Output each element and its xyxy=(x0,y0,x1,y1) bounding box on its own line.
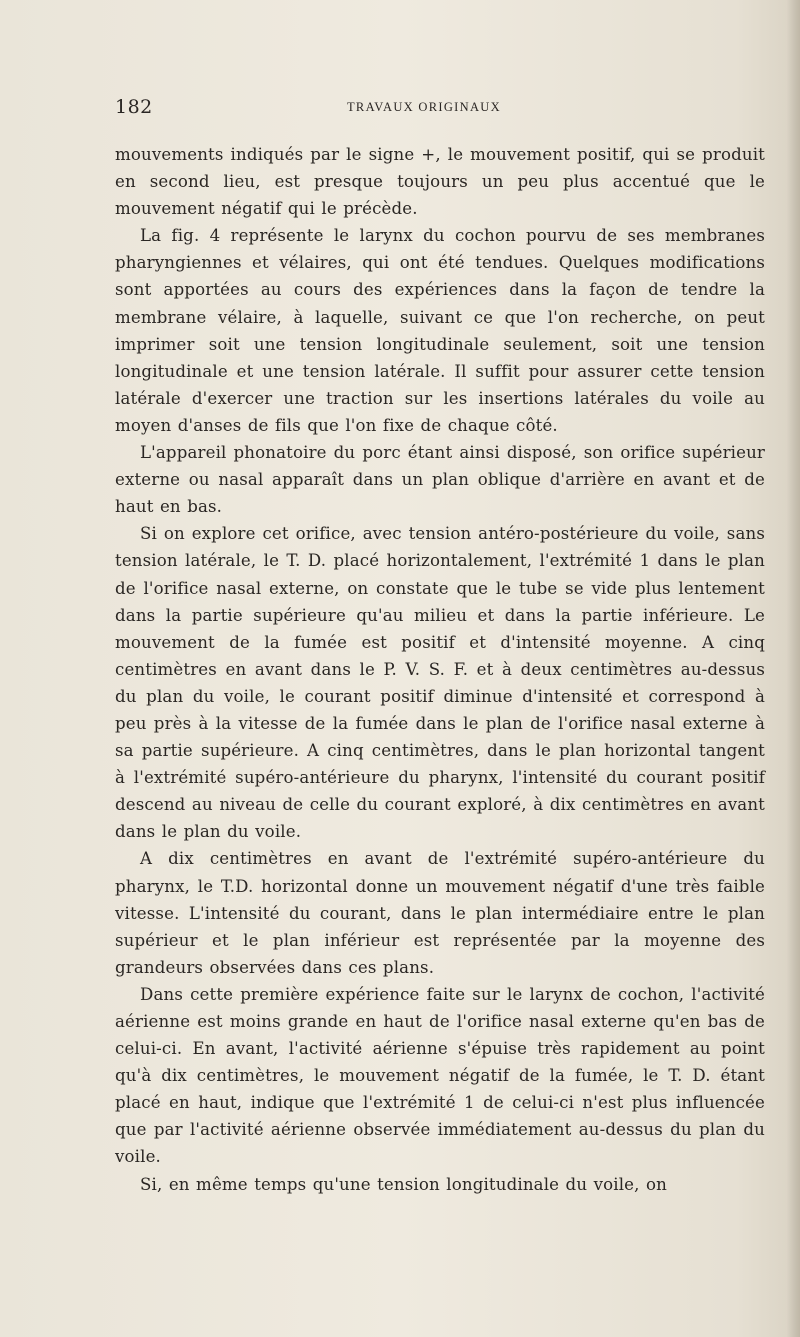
paragraph-truncated: Si, en même temps qu'une tension longitudinale du voile, on xyxy=(140,1174,667,1194)
paragraph: L'appareil phonatoire du porc étant ainsi disposé, son orifice supérieur externe ou nasal apparaît dans un plan oblique d'arrière en avant et de haut en bas. xyxy=(115,443,765,517)
body-text xyxy=(115,141,765,1198)
paragraph: Dans cette première expérience faite sur le larynx de cochon, l'activité aérienne est moins grande en haut de l'orifice nasal externe qu'en bas de celui-ci. En avant, l'activité aérienne s'épuise très rapidement au point qu'à dix centimètres, le mouvement négatif de la fumée, le T. D. étant placé en haut, indique que l'extrémité 1 de celui-ci n'est plus influencée que par l'activité aérienne observée immédiatement au-dessus du plan du voile. xyxy=(115,984,765,1167)
page-number: 182 xyxy=(115,96,153,118)
page-header xyxy=(115,96,765,124)
page-edge-shadow xyxy=(786,0,800,1337)
paragraph: Si on explore cet orifice, avec tension antéro-postérieure du voile, sans tension latérale, le T. D. placé horizontalement, l'extrémité 1 dans le plan de l'orifice nasal externe, on constate que le tube se vide plus lentement dans la partie supérieure qu'au milieu et dans la partie inférieure. Le mouvement de la fumée est positif et d'intensité moyenne. A cinq centimètres en avant dans le P. V. S. F. et à deux centimètres au-dessus du plan du voile, le courant positif diminue d'intensité et correspond à peu près à la vitesse de la fumée dans le plan de l'orifice nasal externe à sa partie supérieure. A cinq centimètres, dans le plan horizontal tangent à l'extrémité supéro-antérieure du pharynx, l'intensité du courant positif descend au niveau de celle du courant exploré, à dix centimètres en avant dans le plan du voile. xyxy=(115,524,765,842)
running-head: TRAVAUX ORIGINAUX xyxy=(347,100,501,114)
paragraph-continuation: mouvements indiqués par le signe +, le mouvement positif, qui se produit en second lieu, est presque toujours un peu plus accentué que le mouvement négatif qui le précède. xyxy=(115,145,765,219)
paragraph: La fig. 4 représente le larynx du cochon pourvu de ses membranes pharyngiennes et vélaires, qui ont été tendues. Quelques modifications sont apportées au cours des expériences dans la façon de tendre la membrane vélaire, à laquelle, suivant ce que l'on recherche, on peut imprimer soit une tension longitudinale seulement, soit une tension longitudinale et une tension latérale. Il suffit pour assurer cette tension latérale d'exercer une traction sur les insertions latérales du voile au moyen d'anses de fils que l'on fixe de chaque côté. xyxy=(115,226,765,435)
paragraph: A dix centimètres en avant de l'extrémité supéro-antérieure du pharynx, le T.D. horizontal donne un mouvement négatif d'une très faible vitesse. L'intensité du courant, dans le plan intermédiaire entre le plan supérieur et le plan inférieur est représentée par la moyenne des grandeurs observées dans ces plans. xyxy=(115,849,765,977)
